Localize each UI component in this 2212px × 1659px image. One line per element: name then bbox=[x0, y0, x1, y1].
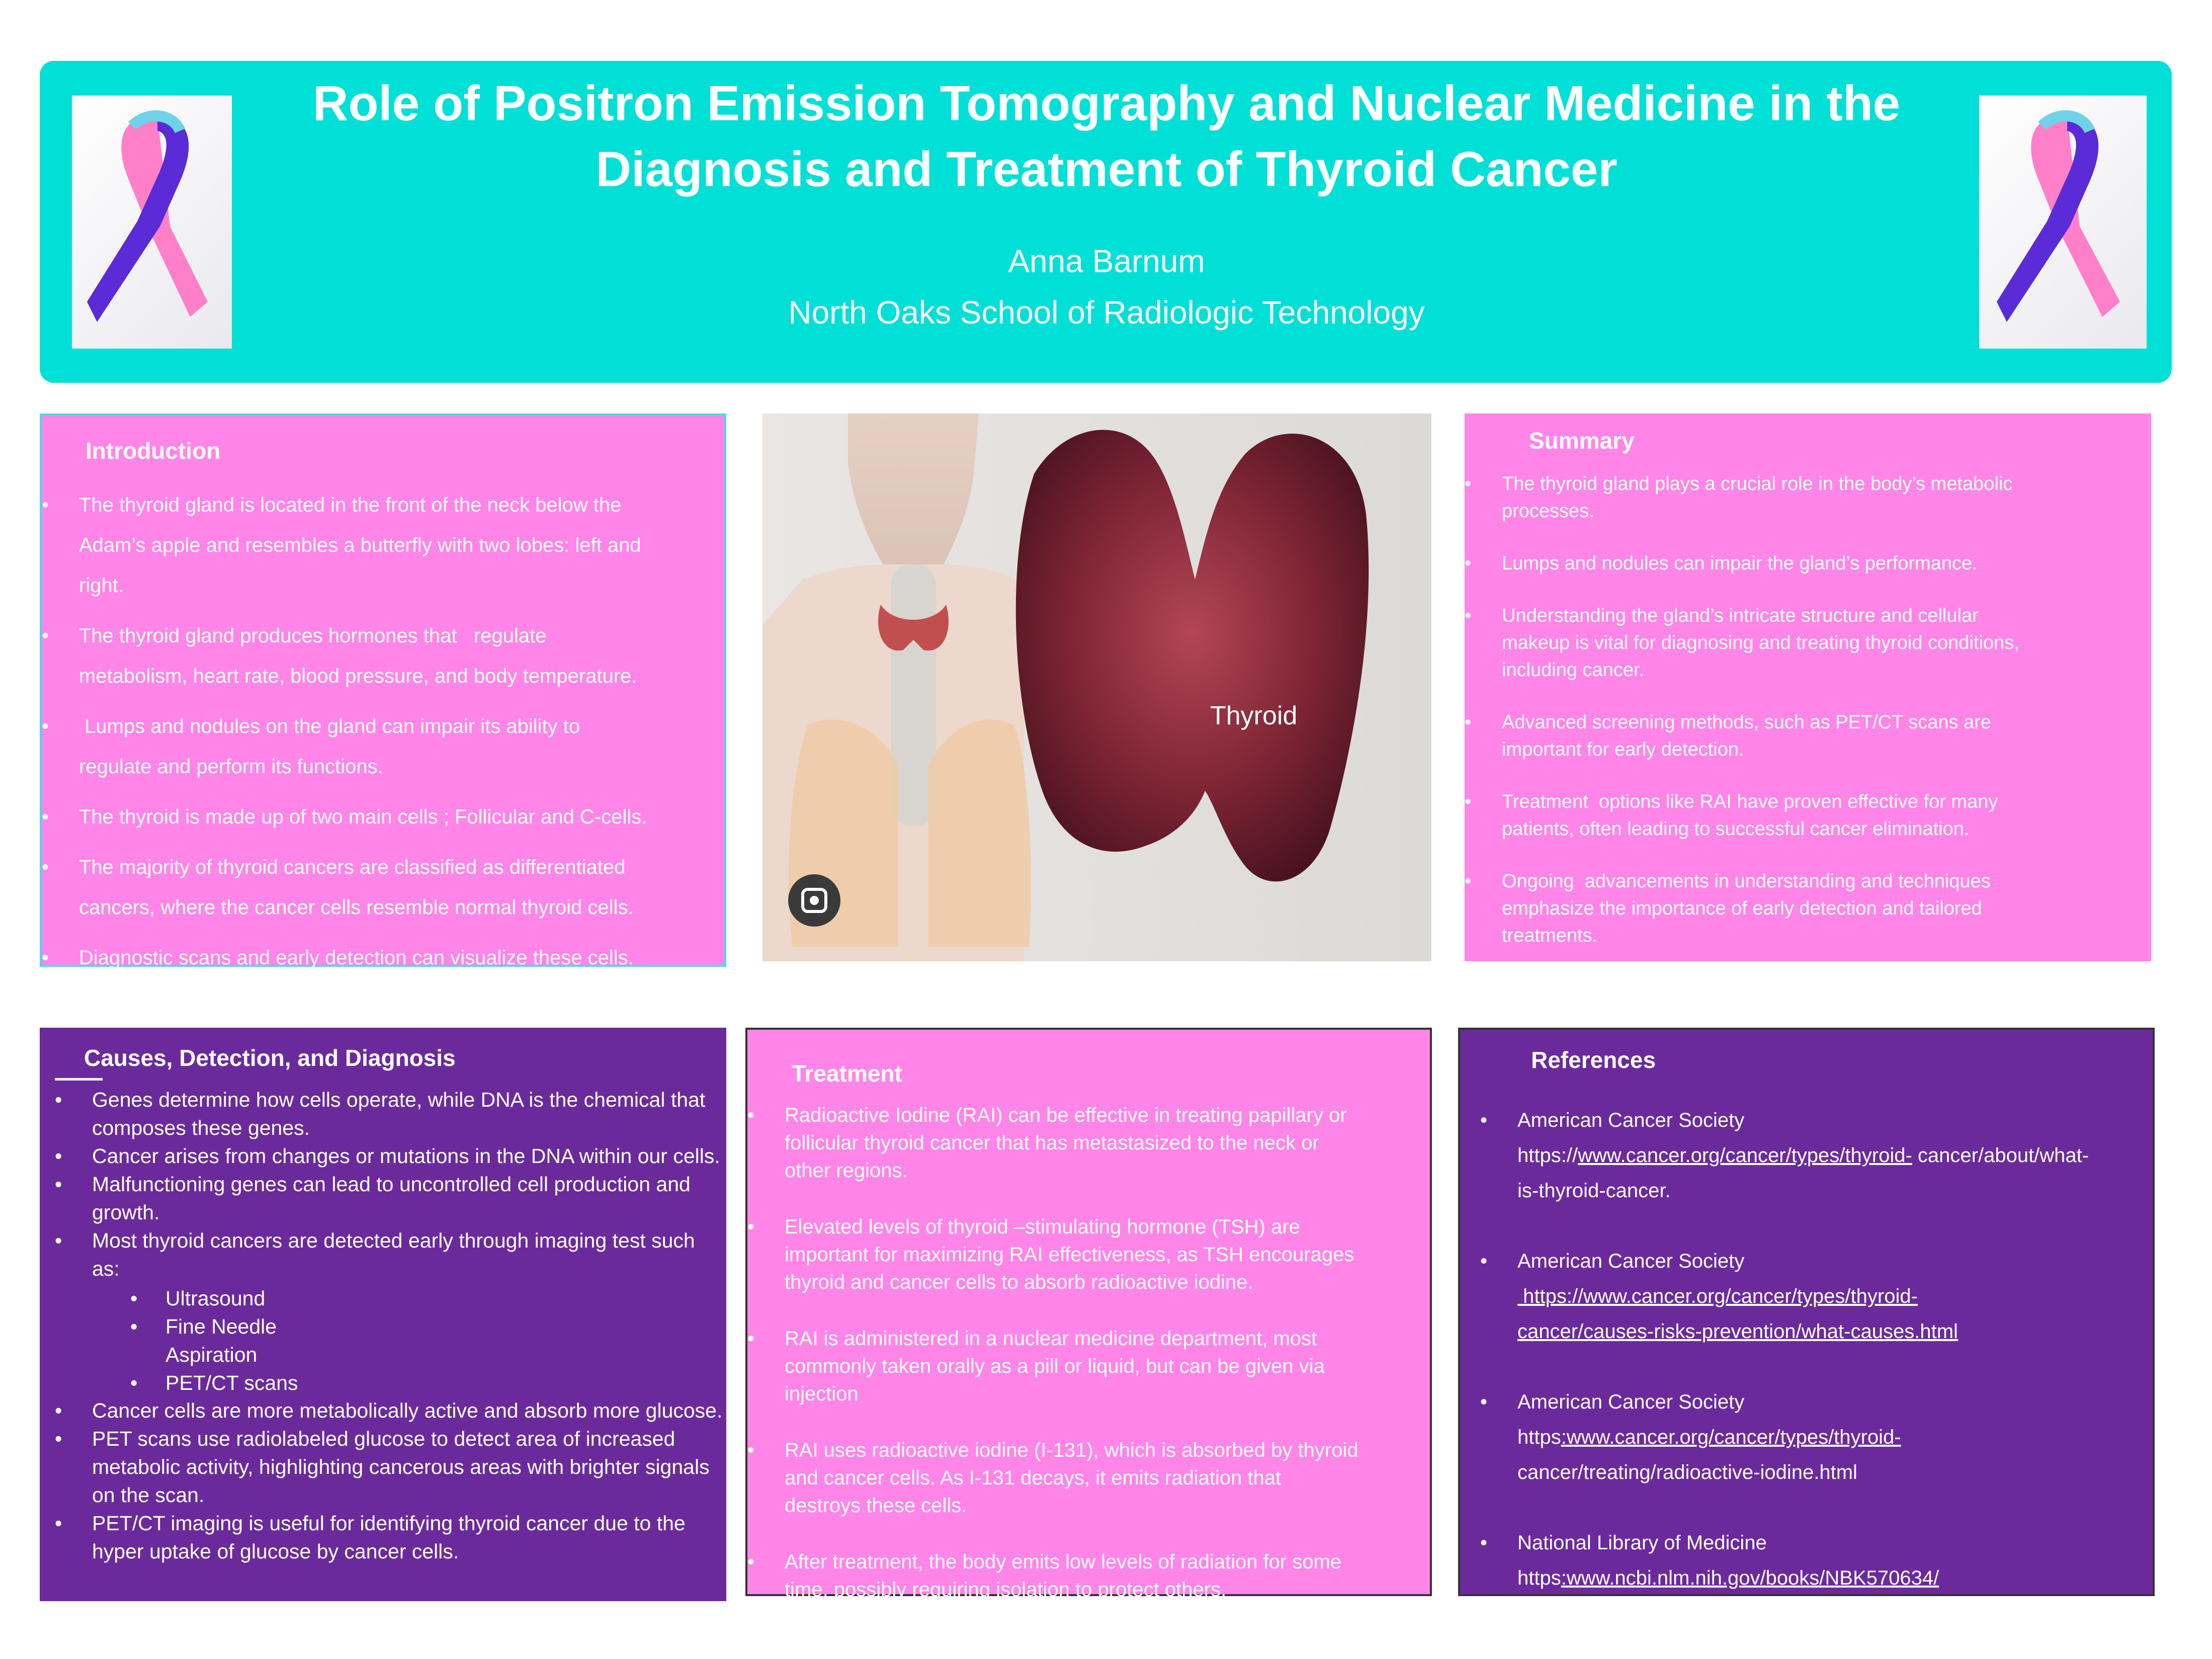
reference-url-prefix: https:// bbox=[1517, 1144, 1578, 1167]
bullet-line: • The majority of thyroid cancers are classified as differentiated bbox=[79, 856, 626, 878]
reference-url-continuation: cancer/treating/radioactive-iodine.html bbox=[1517, 1461, 1857, 1483]
bullet-line: • Radioactive Iodine (RAI) can be effective in treating papillary or bbox=[785, 1104, 1347, 1126]
bullet-item bbox=[747, 1325, 1421, 1408]
bullet-line: as: bbox=[92, 1257, 120, 1280]
awareness-ribbon-left-image bbox=[72, 96, 232, 349]
bullet-item bbox=[55, 1170, 719, 1226]
bullet-item bbox=[1465, 550, 2134, 577]
bullet-line: cancers, where the cancer cells resemble normal thyroid cells. bbox=[79, 896, 634, 919]
bullet-line: and cancer cells. As I-131 decays, it emits radiation that bbox=[785, 1467, 1282, 1489]
bullet-item bbox=[1465, 709, 2134, 763]
bullet-line: follicular thyroid cancer that has metastasized to the neck or bbox=[785, 1132, 1319, 1154]
introduction-bullets bbox=[42, 485, 716, 978]
reference-url-prefix: https bbox=[1517, 1567, 1561, 1589]
bullet-item bbox=[1465, 868, 2134, 949]
poster-title bbox=[211, 70, 2002, 202]
bullet-line: other regions. bbox=[785, 1159, 908, 1182]
references-list bbox=[1480, 1103, 2157, 1596]
treatment-heading: Treatment bbox=[792, 1060, 902, 1087]
bullet-item bbox=[747, 1102, 1421, 1185]
bullet-item bbox=[55, 1396, 724, 1425]
bullet-line: • Understanding the gland’s intricate structure and cellular bbox=[1502, 605, 1979, 626]
bullet-line: • The thyroid is made up of two main cells ; Follicular and C-cells. bbox=[79, 806, 647, 828]
causes-bullets bbox=[55, 1086, 719, 1283]
bullet-item bbox=[42, 938, 716, 978]
bullet-line: • PET/CT scans bbox=[165, 1371, 298, 1394]
causes-panel bbox=[40, 1028, 726, 1601]
bullet-line: on the scan. bbox=[92, 1483, 205, 1507]
bullet-line: • Lumps and nodules on the gland can impair its ability to bbox=[79, 715, 580, 737]
bullet-line: metabolic activity, highlighting cancerous areas with brighter signals bbox=[92, 1455, 710, 1478]
bullet-item bbox=[130, 1369, 331, 1397]
reference-url-prefix: https bbox=[1517, 1426, 1561, 1448]
causes-heading: Causes, Detection, and Diagnosis bbox=[84, 1045, 456, 1071]
bullet-line: composes these genes. bbox=[92, 1116, 310, 1139]
institution-name: North Oaks School of Radiologic Technology bbox=[788, 294, 1425, 330]
bullet-line: • Cancer cells are more metabolically active and absorb more glucose. bbox=[92, 1399, 723, 1422]
bullet-line: patients, often leading to successful cancer elimination. bbox=[1502, 818, 1970, 840]
bullet-line: Adam’s apple and resembles a butterfly with two lobes: left and bbox=[79, 534, 641, 556]
bullet-line: • The thyroid gland is located in the front of the neck below the bbox=[79, 494, 622, 516]
reference-url-line bbox=[1517, 1279, 2157, 1314]
reference-url-suffix: cancer/about/what- bbox=[1912, 1144, 2089, 1167]
bullet-item bbox=[1465, 602, 2134, 684]
bullet-item bbox=[42, 847, 716, 928]
bullet-line: injection bbox=[785, 1383, 859, 1405]
summary-heading: Summary bbox=[1529, 428, 1635, 454]
bullet-item bbox=[747, 1213, 1421, 1296]
bullet-item bbox=[1465, 470, 2134, 525]
bullet-line: treatments. bbox=[1502, 925, 1598, 946]
reference-item bbox=[1480, 1525, 2157, 1596]
bullet-item bbox=[747, 1548, 1421, 1604]
bullet-line: Aspiration bbox=[165, 1343, 258, 1366]
bullet-line: commonly taken orally as a pill or liquid, but can be given via bbox=[785, 1355, 1325, 1377]
bullet-item bbox=[42, 485, 716, 606]
reference-url-continuation: is-thyroid-cancer. bbox=[1517, 1180, 1671, 1202]
bullet-line: metabolism, heart rate, blood pressure, and body temperature. bbox=[79, 665, 637, 687]
bullet-line: • RAI is administered in a nuclear medicine department, most bbox=[785, 1328, 1317, 1350]
bullet-line: • Ongoing advancements in understanding and techniques bbox=[1502, 871, 1991, 892]
bullet-line: • Diagnostic scans and early detection can visualize these cells. bbox=[79, 947, 634, 969]
bullet-line: • Most thyroid cancers are detected early through imaging test such bbox=[92, 1229, 695, 1252]
imaging-test-bullets bbox=[130, 1284, 331, 1397]
bullet-item bbox=[55, 1142, 719, 1170]
bullet-line: • RAI uses radioactive iodine (I-131), which is absorbed by thyroid bbox=[785, 1439, 1358, 1461]
bullet-line: time, possibly requiring isolation to protect others. bbox=[785, 1579, 1227, 1601]
bullet-line: • Fine Needle bbox=[165, 1315, 277, 1338]
treatment-panel bbox=[745, 1028, 1432, 1601]
bullet-line: regulate and perform its functions. bbox=[79, 756, 383, 778]
reference-source: • American Cancer Society bbox=[1517, 1250, 1745, 1272]
bullet-line: right. bbox=[79, 574, 124, 597]
awareness-ribbon-right-image bbox=[1979, 96, 2147, 349]
ribbon-icon bbox=[1979, 96, 2147, 349]
thyroid-anatomy-graphic bbox=[762, 413, 1431, 961]
introduction-panel bbox=[40, 413, 726, 967]
reference-url-line bbox=[1517, 1420, 2157, 1455]
bullet-item bbox=[747, 1437, 1421, 1520]
reference-item bbox=[1480, 1103, 2157, 1208]
heading-underline bbox=[55, 1078, 103, 1081]
bullet-line: • Lumps and nodules can impair the gland’s performance. bbox=[1502, 553, 1978, 574]
thyroid-illustration bbox=[762, 413, 1431, 961]
bullet-line: including cancer. bbox=[1502, 659, 1645, 681]
bullet-line: • PET scans use radiolabeled glucose to detect area of increased bbox=[92, 1427, 675, 1450]
bullet-line: • The thyroid gland plays a crucial role in the body’s metabolic bbox=[1502, 473, 2013, 494]
reference-link[interactable]: cancer/causes-risks-prevention/what-causes.html bbox=[1517, 1320, 1958, 1343]
bullet-item bbox=[55, 1509, 724, 1565]
bullet-line: thyroid and cancer cells to absorb radioactive iodine. bbox=[785, 1271, 1253, 1293]
references-heading: References bbox=[1531, 1047, 1656, 1073]
bullet-item bbox=[130, 1284, 331, 1312]
bullet-line: • Malfunctioning genes can lead to uncontrolled cell production and bbox=[92, 1173, 691, 1196]
author-name: Anna Barnum bbox=[1008, 243, 1205, 279]
bullet-item bbox=[130, 1312, 331, 1369]
reference-url-line bbox=[1517, 1560, 2157, 1596]
reference-source: • National Library of Medicine bbox=[1517, 1532, 1767, 1554]
causes-bullets-continued bbox=[55, 1396, 724, 1565]
bullet-line: • Ultrasound bbox=[165, 1287, 266, 1310]
bullet-item bbox=[42, 706, 716, 787]
bullet-line: • After treatment, the body emits low levels of radiation for some bbox=[785, 1551, 1342, 1573]
bullet-line: • Treatment options like RAI have proven effective for many bbox=[1502, 791, 1998, 812]
ribbon-icon bbox=[72, 96, 232, 349]
bullet-line: important for maximizing RAI effectiveness, as TSH encourages bbox=[785, 1243, 1354, 1266]
reference-item bbox=[1480, 1243, 2157, 1349]
bullet-item bbox=[55, 1226, 719, 1283]
bullet-item bbox=[42, 797, 716, 837]
bullet-line: • The thyroid gland produces hormones that regulate bbox=[79, 625, 547, 647]
title-line-1: Role of Positron Emission Tomography and Nuclear Medicine in the bbox=[312, 75, 1901, 131]
title-line-2: Diagnosis and Treatment of Thyroid Cancer bbox=[595, 141, 1618, 197]
bullet-line: hyper uptake of glucose by cancer cells. bbox=[92, 1540, 459, 1563]
summary-bullets bbox=[1465, 470, 2134, 949]
bullet-line: destroys these cells. bbox=[785, 1495, 967, 1517]
bullet-item bbox=[55, 1086, 719, 1142]
introduction-heading: Introduction bbox=[86, 438, 221, 464]
reference-link[interactable]: www.cancer.org/cancer/types/thyroid- bbox=[1578, 1144, 1912, 1167]
reference-url-line bbox=[1517, 1138, 2157, 1173]
bullet-line: processes. bbox=[1502, 501, 1594, 522]
bullet-line: • Advanced screening methods, such as PET/CT scans are bbox=[1502, 712, 1992, 733]
reference-link[interactable]: :www.cancer.org/cancer/types/thyroid- bbox=[1561, 1426, 1901, 1448]
reference-source: • American Cancer Society bbox=[1517, 1109, 1745, 1131]
bullet-line: • PET/CT imaging is useful for identifying thyroid cancer due to the bbox=[92, 1512, 686, 1535]
bullet-item bbox=[55, 1425, 724, 1509]
bullet-item bbox=[42, 616, 716, 696]
bullet-item bbox=[1465, 788, 2134, 843]
thyroid-label: Thyroid bbox=[1210, 701, 1298, 730]
treatment-bullets bbox=[747, 1102, 1421, 1604]
bullet-line: • Elevated levels of thyroid –stimulating hormone (TSH) are bbox=[785, 1216, 1300, 1238]
bullet-line: growth. bbox=[92, 1201, 160, 1224]
bullet-line: • Cancer arises from changes or mutations in the DNA within our cells. bbox=[92, 1144, 720, 1168]
reference-source: • American Cancer Society bbox=[1517, 1391, 1745, 1413]
reference-link[interactable]: :www.ncbi.nlm.nih.gov/books/NBK570634/ bbox=[1561, 1567, 1939, 1589]
references-panel bbox=[1458, 1028, 2155, 1596]
bullet-line: makeup is vital for diagnosing and treating thyroid conditions, bbox=[1502, 632, 2019, 653]
reference-link[interactable]: https://www.cancer.org/cancer/types/thyroid- bbox=[1517, 1285, 1918, 1307]
bullet-line: • Genes determine how cells operate, while DNA is the chemical that bbox=[92, 1088, 706, 1111]
summary-panel bbox=[1465, 413, 2151, 961]
bullet-line: important for early detection. bbox=[1502, 739, 1744, 760]
reference-item bbox=[1480, 1384, 2157, 1490]
bullet-line: emphasize the importance of early detection and tailored bbox=[1502, 898, 1982, 919]
